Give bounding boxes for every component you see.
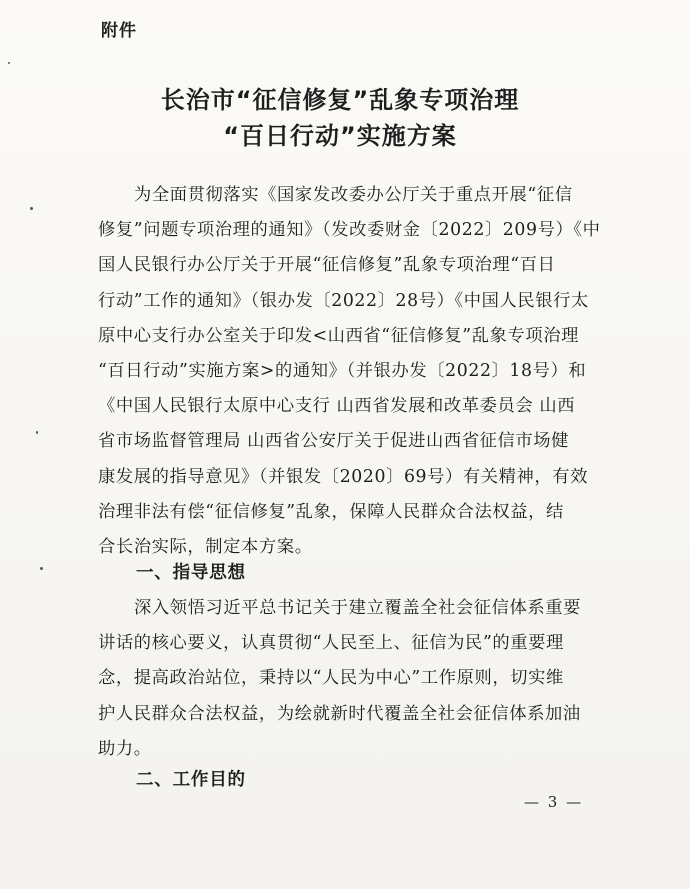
attachment-label: 附件 bbox=[101, 21, 137, 41]
intro-line: 国人民银行办公厅关于开展“征信修复”乱象专项治理“百日 bbox=[98, 255, 556, 276]
intro-line: 合长治实际，制定本方案。 bbox=[98, 536, 313, 557]
section-line: 念，提高政治站位，秉持以“人民为中心”工作原则，切实维 bbox=[98, 668, 564, 689]
guiding-ideology-paragraph bbox=[98, 591, 590, 767]
intro-line: 治理非法有偿“征信修复”乱象，保障人民群众合法权益，结 bbox=[98, 501, 564, 522]
scan-speck bbox=[8, 62, 10, 64]
section-line: 讲话的核心要义，认真贯彻“人民至上、征信为民”的重要理 bbox=[98, 633, 564, 654]
section-line: 护人民群众合法权益，为绘就新时代覆盖全社会征信体系加油 bbox=[98, 703, 581, 724]
intro-paragraph bbox=[98, 178, 601, 565]
section-line: 助力。 bbox=[98, 738, 152, 759]
scan-speck bbox=[30, 207, 33, 210]
intro-line: 康发展的指导意见》（并银发〔2020〕69号）有关精神，有效 bbox=[98, 466, 589, 487]
section-heading-work-purpose: 二、工作目的 bbox=[136, 770, 246, 790]
page-number: — 3 — bbox=[524, 793, 584, 811]
intro-line: 为全面贯彻落实《国家发改委办公厅关于重点开展“征信 bbox=[134, 185, 573, 205]
scan-speck bbox=[36, 431, 38, 434]
intro-line: 行动”工作的通知》（银办发〔2022〕28号）《中国人民银行太 bbox=[98, 290, 589, 311]
intro-line: “百日行动”实施方案>的通知》（并银办发〔2022〕18号）和 bbox=[98, 360, 587, 381]
intro-line: 省市场监督管理局 山西省公安厅关于促进山西省征信市场健 bbox=[98, 431, 570, 452]
intro-line: 原中心支行办公室关于印发<山西省“征信修复”乱象专项治理 bbox=[98, 325, 579, 346]
section-heading-guiding-ideology: 一、指导思想 bbox=[136, 563, 246, 583]
intro-line: 修复”问题专项治理的通知》（发改委财金〔2022〕209号）《中 bbox=[98, 220, 601, 241]
document-title-line-1: 长治市“征信修复”乱象专项治理 bbox=[160, 86, 520, 114]
intro-line: 《中国人民银行太原中心支行 山西省发展和改革委员会 山西 bbox=[98, 396, 576, 417]
section-line: 深入领悟习近平总书记关于建立覆盖全社会征信体系重要 bbox=[134, 598, 582, 618]
scan-speck bbox=[40, 567, 43, 570]
document-title-line-2: “百日行动”实施方案 bbox=[223, 122, 457, 150]
